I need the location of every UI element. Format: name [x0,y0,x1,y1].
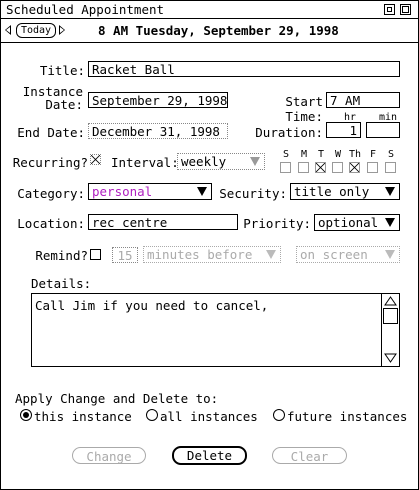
category-label: Category: [17,186,85,201]
weekday-checkbox[interactable] [315,162,326,173]
interval-select[interactable] [177,153,265,170]
priority-label: Priority: [243,216,311,231]
weekday-checkbox[interactable] [367,162,378,173]
scroll-down-arrow-icon[interactable] [383,352,398,364]
category-value: personal [92,184,153,199]
recurring-checkbox[interactable] [90,154,101,165]
hours-unit-label: hr [344,112,357,123]
apply-scope-radio[interactable] [273,409,285,421]
minimize-button[interactable] [384,4,395,15]
priority-value: optional [318,215,379,230]
window-title: Scheduled Appointment [6,2,165,17]
category-select[interactable] [88,183,212,200]
remind-label: Remind? [35,248,88,263]
apply-scope-radio[interactable] [146,409,158,421]
apply-scope-radio[interactable] [20,409,32,421]
apply-scope-label[interactable]: future instances [287,409,408,424]
weekday-label: S [387,149,395,160]
security-select[interactable] [290,183,400,200]
interval-value: weekly [181,154,227,169]
weekday-label: M [300,149,308,160]
weekday-checkbox[interactable] [332,162,343,173]
apply-label: Apply Change and Delete to: [15,391,219,406]
weekday-checkbox[interactable] [349,162,360,173]
duration-label: Duration: [255,125,323,140]
dropdown-arrow-icon [385,250,395,259]
dropdown-arrow-icon [385,187,395,196]
today-button[interactable]: Today [16,23,56,38]
duration-hours-input[interactable]: 1 [326,122,361,138]
date-heading: 8 AM Tuesday, September 29, 1998 [98,23,339,38]
dropdown-arrow-icon [250,157,260,166]
priority-select[interactable] [314,214,400,231]
location-input[interactable]: rec centre [88,214,238,230]
delete-button[interactable]: Delete [172,446,247,465]
details-text: Call Jim if you need to cancel, [35,298,269,313]
remind-checkbox[interactable] [90,249,101,260]
checkbox-x-icon [91,155,100,164]
clear-button[interactable]: Clear [272,447,347,464]
scrollbar-thumb[interactable] [383,308,398,324]
weekday-checkbox[interactable] [298,162,309,173]
title-bar [1,1,418,19]
maximize-button[interactable] [400,4,411,15]
remind-method-select[interactable] [296,246,400,263]
weekday-label: W [334,149,342,160]
checkbox-x-icon [316,163,325,172]
remind-unit-select[interactable] [143,246,281,263]
change-button[interactable]: Change [72,447,146,464]
minutes-unit-label: min [379,112,398,123]
dropdown-arrow-icon [266,250,276,259]
checkbox-x-icon [350,163,359,172]
remind-amount-input[interactable]: 15 [112,247,138,263]
date-navigation-bar [1,19,418,43]
details-textarea[interactable] [31,293,400,367]
weekday-label: T [317,149,325,160]
previous-day-arrow-icon[interactable] [5,25,11,35]
title-input[interactable]: Racket Ball [88,61,400,77]
instance-date-input[interactable]: September 29, 1998 [88,92,228,108]
radio-selected-dot [23,412,29,418]
next-day-arrow-icon[interactable] [59,25,65,35]
interval-label: Interval: [111,155,179,170]
duration-minutes-input[interactable] [366,122,400,138]
weekday-label: S [282,149,290,160]
date-label: Date: [45,97,83,112]
start-time-label: Start Time: [285,94,323,124]
remind-method-value: on screen [300,247,368,262]
details-label: Details: [31,276,92,291]
start-time-input[interactable]: 7 AM [326,92,400,108]
weekday-label: F [369,149,377,160]
weekday-label: Th [348,149,362,160]
recurring-label: Recurring? [12,155,88,170]
dropdown-arrow-icon [197,187,207,196]
end-date-input[interactable]: December 31, 1998 [88,123,228,139]
scroll-up-arrow-icon[interactable] [383,295,398,307]
security-label: Security: [219,186,287,201]
location-label: Location: [17,216,85,231]
end-date-label: End Date: [17,125,85,140]
security-value: title only [294,184,370,199]
weekday-checkbox[interactable] [280,162,291,173]
dropdown-arrow-icon [385,218,395,227]
details-scrollbar[interactable] [381,294,399,366]
apply-scope-label[interactable]: all instances [160,409,258,424]
instance-label: Instance [22,84,83,99]
apply-scope-label[interactable]: this instance [34,409,132,424]
remind-unit-value: minutes before [147,247,253,262]
weekday-checkbox[interactable] [385,162,396,173]
title-label: Title: [39,63,85,78]
